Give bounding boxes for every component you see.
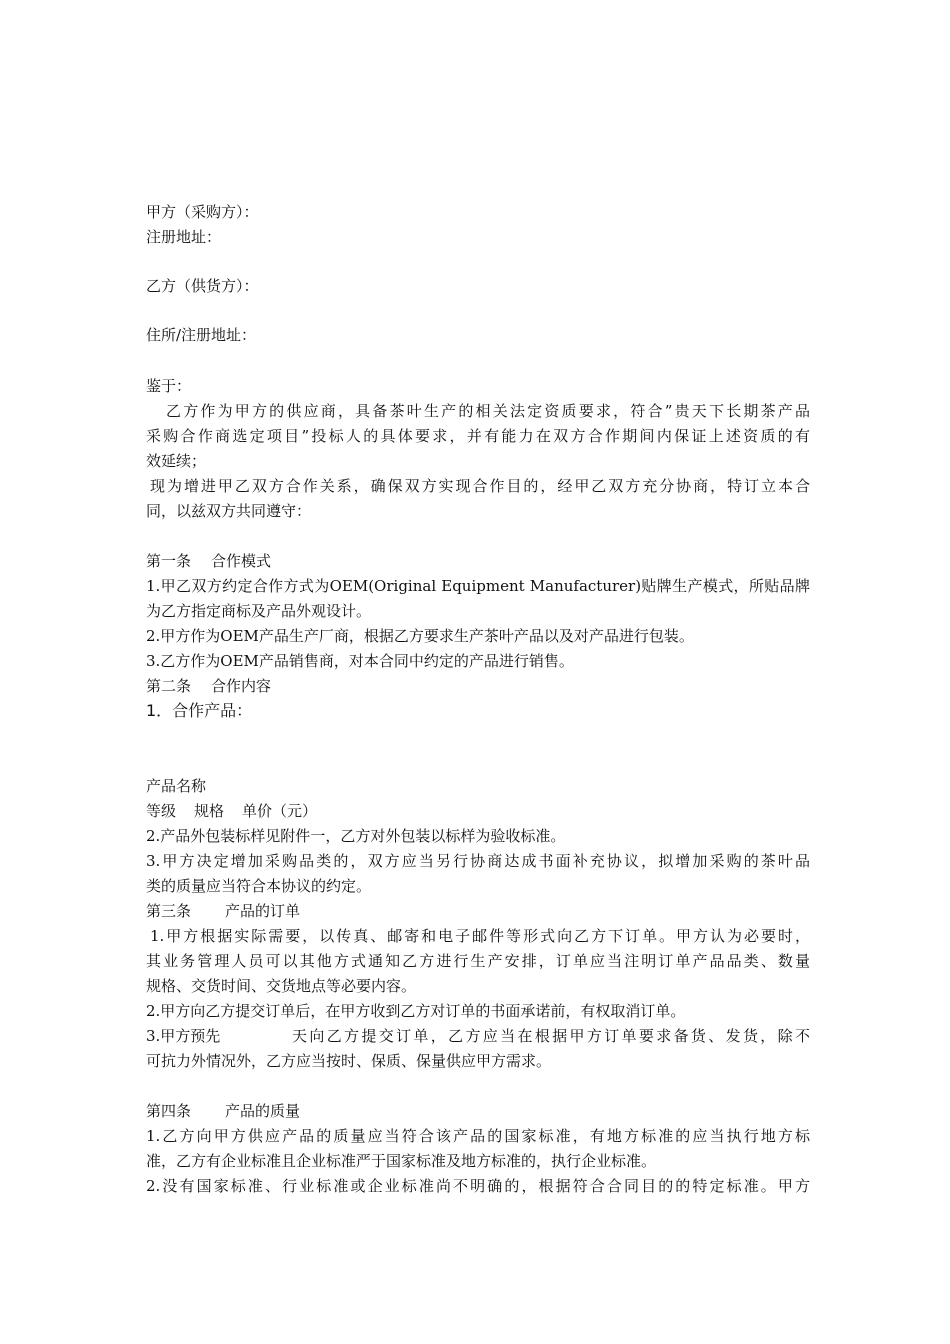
article2-line: 3.甲方决定增加采购品类的，双方应当另行协商达成书面补充协议，拟增加采购的茶叶品 <box>146 852 810 870</box>
preamble-p1-line: 效延续； <box>146 452 207 470</box>
spec-column: 规格 <box>194 802 225 820</box>
article4-title: 产品的质量 <box>225 1102 301 1120</box>
party-b-label: 乙方（供货方）： <box>146 277 259 295</box>
article4-line: 1.乙方向甲方供应产品的质量应当符合该产品的国家标准，有地方标准的应当执行地方标 <box>146 1127 810 1145</box>
article1-title: 合作模式 <box>211 552 272 570</box>
article1-number: 第一条 <box>146 552 192 570</box>
article3-line: 1.甲方根据实际需要，以传真、邮寄和电子邮件等形式向乙方下订单。甲方认为必要时， <box>150 927 810 945</box>
preamble-p2-line: 现为增进甲乙双方合作关系，确保双方实现合作目的，经甲乙双方充分协商，特订立本合 <box>150 477 810 495</box>
article1-heading <box>146 549 810 573</box>
article3-line: 2.甲方向乙方提交订单后，在甲方收到乙方对订单的书面承诺前，有权取消订单。 <box>146 1002 686 1020</box>
preamble-p1-line: 乙方作为甲方的供应商，具备茶叶生产的相关法定资质要求，符合”贵天下长期茶产品 <box>166 402 810 420</box>
article1-line: 2.甲方作为OEM产品生产厂商，根据乙方要求生产茶叶产品以及对产品进行包装。 <box>146 627 694 645</box>
article3-heading <box>146 899 810 923</box>
grade-column: 等级 <box>146 802 177 820</box>
party-a-address: 注册地址： <box>146 228 222 246</box>
article3-item3-rest: 天向乙方提交订单，乙方应当在根据甲方订单要求备货、发货，除不 <box>292 1027 810 1045</box>
party-a-label: 甲方（采购方）： <box>146 203 259 221</box>
article2-subheading: 1．合作产品： <box>146 701 253 720</box>
party-b-address: 住所/注册地址： <box>146 326 257 344</box>
article1-line: 为乙方指定商标及产品外观设计。 <box>146 602 372 620</box>
article3-line: 可抗力外情况外，乙方应当按时、保质、保量供应甲方需求。 <box>146 1052 552 1070</box>
article4-heading <box>146 1099 810 1123</box>
article2-number: 第二条 <box>146 677 192 695</box>
preamble-p1-line: 采购合作商选定项目”投标人的具体要求，并有能力在双方合作期间内保证上述资质的有 <box>146 427 810 445</box>
product-table-header <box>146 799 810 823</box>
article3-line: 规格、交货时间、交货地点等必要内容。 <box>146 977 417 995</box>
preamble-heading: 鉴于： <box>146 377 192 395</box>
article4-number: 第四条 <box>146 1102 192 1120</box>
preamble-p2-line: 同，以兹双方共同遵守： <box>146 502 312 520</box>
article3-item3-start: 3.甲方预先 <box>146 1027 221 1045</box>
article3-line: 其业务管理人员可以其他方式通知乙方进行生产安排，订单应当注明订单产品品类、数量 <box>146 952 810 970</box>
article1-line: 1.甲乙双方约定合作方式为OEM(Original Equipment Manufacturer)贴牌生产模式，所贴品牌 <box>146 577 810 595</box>
price-column: 单价（元） <box>242 802 318 820</box>
article3-title: 产品的订单 <box>225 902 301 920</box>
article4-line: 准，乙方有企业标准且企业标准严于国家标准及地方标准的，执行企业标准。 <box>146 1152 657 1170</box>
article4-line: 2.没有国家标准、行业标准或企业标准尚不明确的，根据符合合同目的的特定标准。甲方 <box>146 1177 810 1195</box>
product-name-label: 产品名称 <box>146 777 207 795</box>
article1-line: 3.乙方作为OEM产品销售商，对本合同中约定的产品进行销售。 <box>146 652 574 670</box>
article2-line: 2.产品外包装标样见附件一，乙方对外包装以标样为验收标准。 <box>146 827 566 845</box>
article2-title: 合作内容 <box>211 677 272 695</box>
article3-number: 第三条 <box>146 902 192 920</box>
article2-line: 类的质量应当符合本协议的约定。 <box>146 877 372 895</box>
article2-heading <box>146 674 810 698</box>
